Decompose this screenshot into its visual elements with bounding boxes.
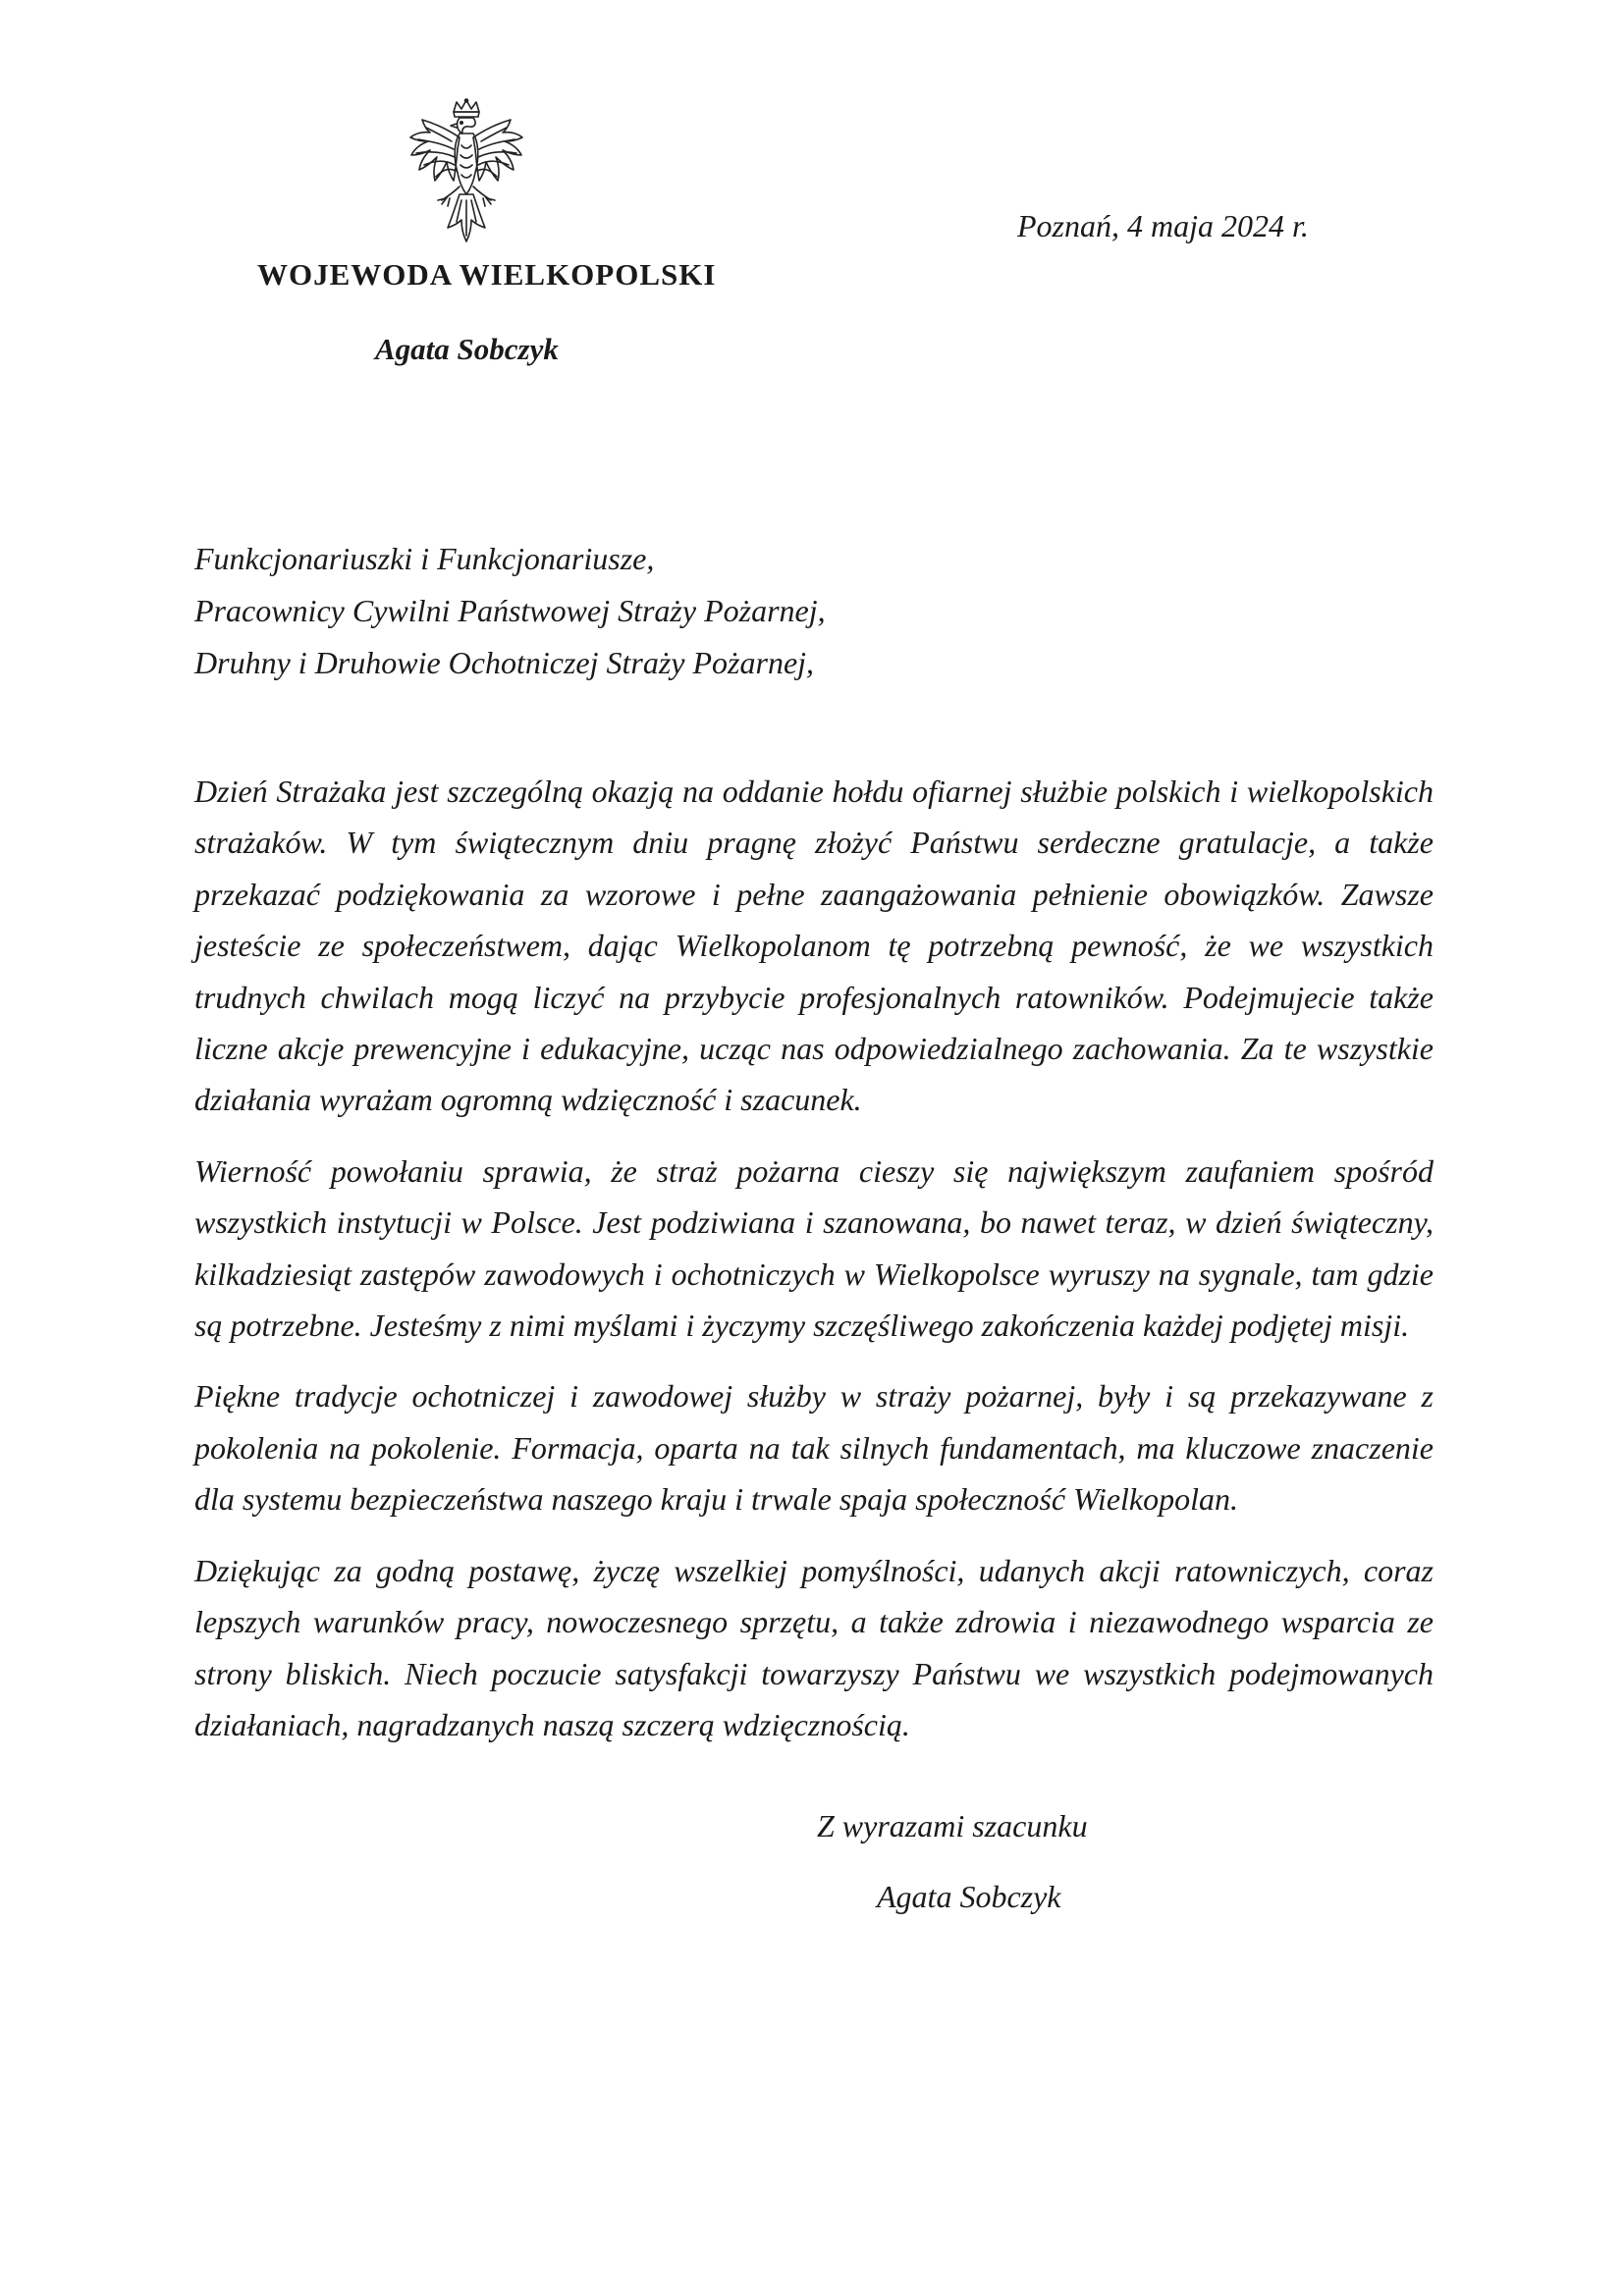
body-paragraph: Piękne tradycje ochotniczej i zawodowej służby w straży pożarnej, były i są przekazywane z pokolenia na pokolenie. Formacja, oparta na tak silnych fundamentach, ma kluczowe znaczenie dla systemu bezpieczeństwa naszego kraju i trwale spaja społeczność Wielkopolan. xyxy=(194,1378,1434,1518)
office-holder-name: Agata Sobczyk xyxy=(375,332,559,366)
body-paragraph: Wierność powołaniu sprawia, że straż pożarna cieszy się największym zaufaniem spośród wszystkich instytucji w Polsce. Jest podziwiana i szanowana, bo nawet teraz, w dzień świąteczny, kilkadziesiąt zastępów zawodowych i ochotniczych w Wielkopolsce wyruszy na sygnale, tam gdzie są potrzebne. Jesteśmy z nimi myślami i życzymy szczęśliwego zakończenia każdej podjętej misji. xyxy=(194,1152,1434,1344)
salutation xyxy=(194,533,1432,689)
body-paragraph: Dziękując za godną postawę, życzę wszelkiej pomyślności, udanych akcji ratowniczych, coraz lepszych warunków pracy, nowoczesnego sprzętu, a także zdrowia i niezawodnego wsparcia ze strony bliskich. Niech poczucie satysfakcji towarzyszy Państwu we wszystkich podejmowanych działaniach, nagradzanych naszą szczerą wdzięcznością. xyxy=(194,1552,1434,1742)
polish-eagle-emblem xyxy=(403,98,530,245)
signature-name: Agata Sobczyk xyxy=(877,1879,1061,1914)
salutation-line: Druhny i Druhowie Ochotniczej Straży Pożarnej, xyxy=(194,645,815,680)
office-title: WOJEWODA WIELKOPOLSKI xyxy=(257,257,717,292)
salutation-line: Pracownicy Cywilni Państwowej Straży Pożarnej, xyxy=(194,593,826,628)
place-and-date: Poznań, 4 maja 2024 r. xyxy=(1017,208,1309,243)
salutation-line: Funkcjonariuszki i Funkcjonariusze, xyxy=(194,541,655,576)
closing-regards: Z wyrazami szacunku xyxy=(817,1808,1088,1843)
body-paragraph: Dzień Strażaka jest szczególną okazją na oddanie hołdu ofiarnej służbie polskich i wielkopolskich strażaków. W tym świątecznym dniu pragnę złożyć Państwu serdeczne gratulacje, a także przekazać podziękowania za wzorowe i pełne zaangażowania pełnienie obowiązków. Zawsze jesteście ze społeczeństwem, dając Wielkopolanom tę potrzebną pewność, że we wszystkich trudnych chwilach mogą liczyć na przybycie profesjonalnych ratowników. Podejmujecie także liczne akcje prewencyjne i edukacyjne, ucząc nas odpowiedzialnego zachowania. Za te wszystkie działania wyrażam ogromną wdzięczność i szacunek. xyxy=(194,774,1434,1118)
letter-body xyxy=(194,766,1434,1770)
